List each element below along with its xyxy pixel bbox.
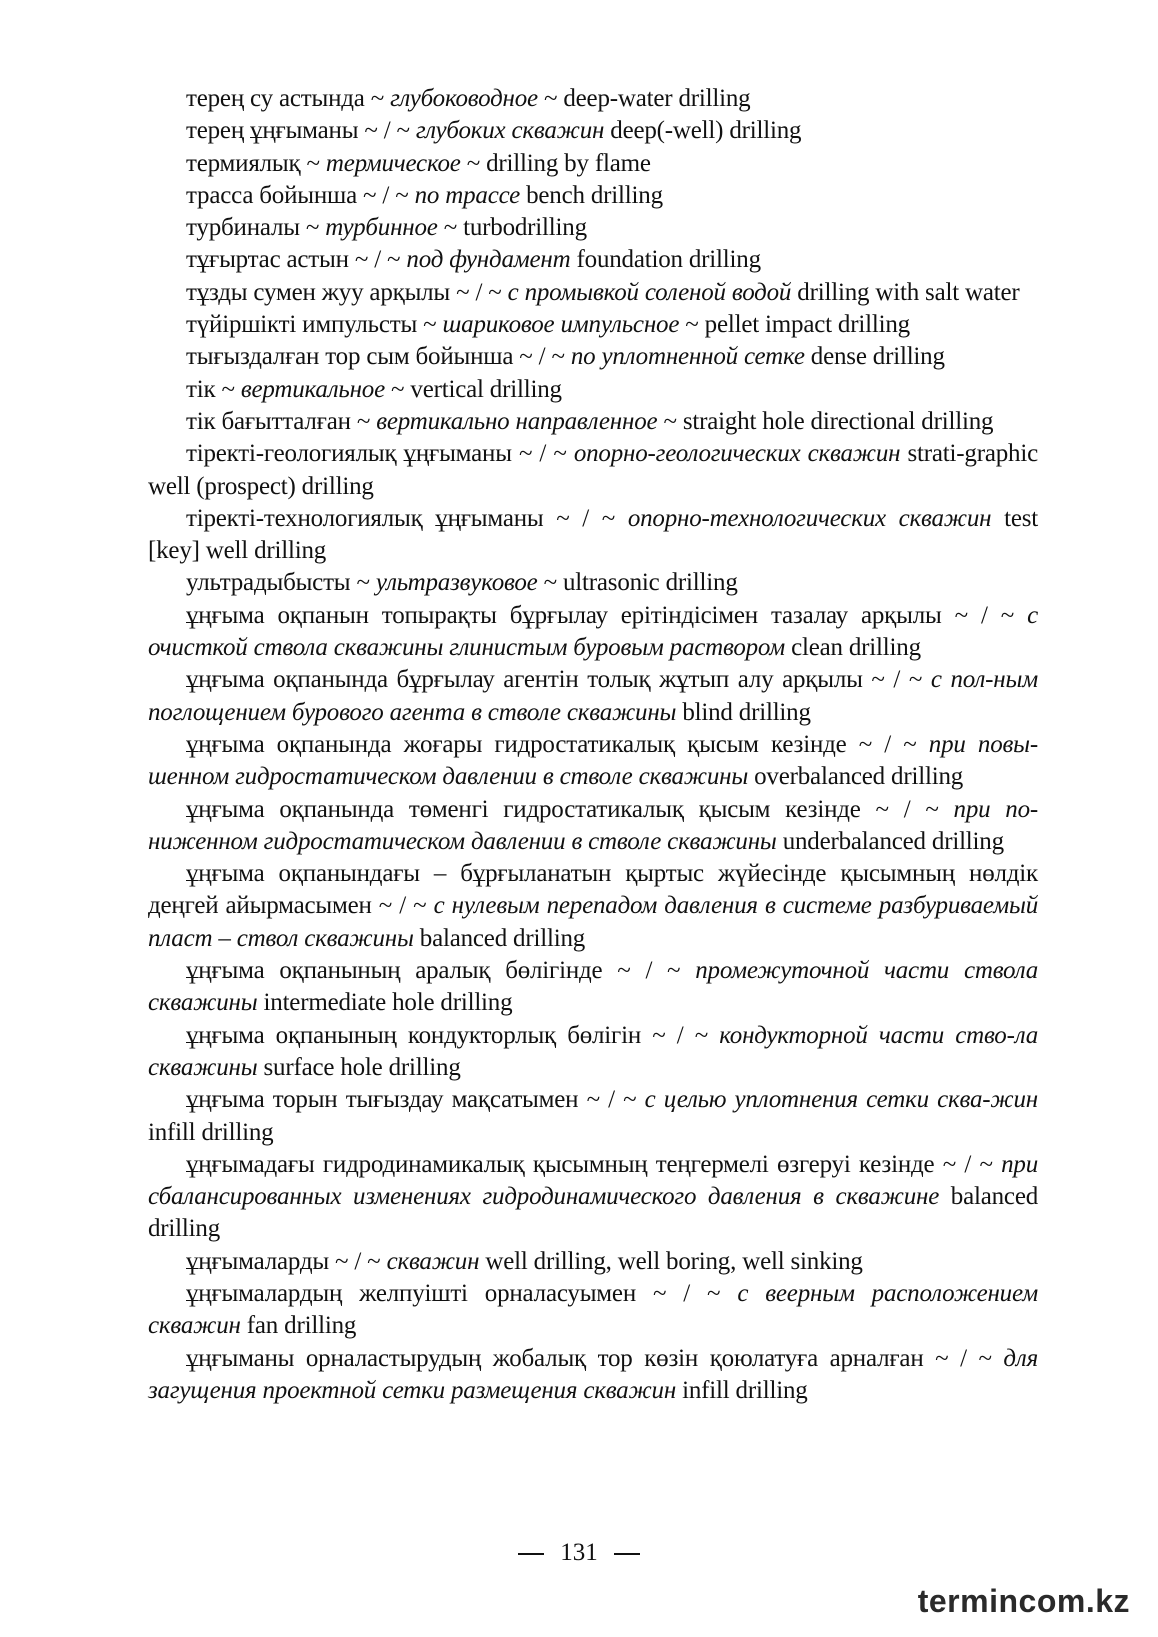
entry-russian-term: для загущения проектной сетки размещения скважин xyxy=(148,1344,1038,1404)
entry-russian-term: ультразвуковое xyxy=(375,569,538,597)
entry-english-term: well drilling, well boring, well sinking xyxy=(479,1247,863,1275)
entry-english-term: test [key] well drilling xyxy=(148,504,1039,565)
dictionary-entry xyxy=(148,664,1038,729)
entry-english-term: clean drilling xyxy=(785,634,921,662)
entry-russian-term: скважин xyxy=(386,1247,480,1275)
dictionary-entry xyxy=(148,148,1038,180)
entry-kazakh-term: ұңғымадағы гидродинамикалық қысымның теңгермелі өзгеруі кезінде ~ / ~ xyxy=(186,1150,1002,1178)
entry-english-term: infill drilling xyxy=(148,1118,274,1146)
dictionary-entry xyxy=(148,341,1038,373)
entry-english-term: ~ pellet impact drilling xyxy=(679,311,910,339)
entry-russian-term: опорно-технологических скважин xyxy=(627,504,992,532)
entry-russian-term: глубоководное xyxy=(390,85,538,112)
entry-english-term: strati-graphic well (prospect) drilling xyxy=(148,440,1038,500)
page-number-value: 131 xyxy=(560,1539,598,1566)
entry-kazakh-term: ұңғыма оқпанының аралық бөлігінде ~ / ~ xyxy=(186,957,696,985)
entry-kazakh-term: ұңғыма оқпанында жоғары гидростатикалық қысым кезінде ~ / ~ xyxy=(186,730,929,758)
dictionary-entry xyxy=(148,729,1038,794)
entry-russian-term: шариковое импульсное xyxy=(442,311,680,339)
entry-english-term: fan drilling xyxy=(240,1312,357,1340)
entry-kazakh-term: трасса бойынша ~ / ~ xyxy=(186,181,415,209)
entry-kazakh-term: ультрадыбысты ~ xyxy=(186,569,376,597)
entry-english-term: bench drilling xyxy=(520,181,663,209)
dictionary-entry xyxy=(148,309,1038,341)
dictionary-entry xyxy=(148,794,1038,859)
dictionary-entry xyxy=(148,1084,1038,1149)
entry-russian-term: при повы-шенном гидростатическом давлении в стволе скважины xyxy=(148,730,1038,791)
entry-kazakh-term: тік бағытталған ~ xyxy=(186,407,377,435)
entry-russian-term: с веерным расположением скважин xyxy=(148,1279,1038,1340)
dictionary-entry xyxy=(148,277,1038,309)
entry-english-term: ~ ultrasonic drilling xyxy=(537,569,738,597)
entry-english-term: underbalanced drilling xyxy=(776,827,1004,855)
entry-russian-term: термическое xyxy=(325,149,461,177)
entry-russian-term: при по-ниженном гидростатическом давлении в стволе скважины xyxy=(148,795,1038,855)
entry-kazakh-term: ұңғыма оқпанында бұрғылау агентін толық жұтып алу арқылы ~ / ~ xyxy=(186,666,931,694)
page-number xyxy=(0,1537,1158,1569)
entry-english-term: balanced drilling xyxy=(148,1183,1039,1243)
dictionary-entry xyxy=(148,1278,1038,1343)
entry-kazakh-term: терең су астында ~ xyxy=(186,85,391,112)
entry-russian-term: по уплотненной сетке xyxy=(570,343,805,371)
entry-english-term: ~ vertical drilling xyxy=(384,375,562,403)
page-number-left-dash xyxy=(518,1553,544,1555)
entry-english-term: infill drilling xyxy=(676,1376,808,1404)
dictionary-entry xyxy=(148,600,1038,665)
entry-english-term: balanced drilling xyxy=(413,924,586,952)
dictionary-entry xyxy=(148,1149,1038,1246)
entry-english-term: blind drilling xyxy=(676,698,811,726)
entry-kazakh-term: ұңғымаларды ~ / ~ xyxy=(186,1247,387,1275)
dictionary-entries xyxy=(148,83,1038,1407)
entry-russian-term: при сбалансированных изменениях гидродинамического давления в скважине xyxy=(148,1150,1038,1211)
dictionary-entry xyxy=(148,955,1038,1020)
entry-russian-term: с пол-ным поглощением бурового агента в стволе скважины xyxy=(148,666,1038,726)
entry-russian-term: с очисткой ствола скважины глинистым буровым раствором xyxy=(148,601,1038,662)
dictionary-entry xyxy=(148,83,1038,115)
entry-kazakh-term: тіректі-технологиялық ұңғыманы ~ / ~ xyxy=(186,504,628,532)
entry-kazakh-term: ұңғыма оқпанында төменгі гидростатикалық қысым кезінде ~ / ~ xyxy=(186,795,954,823)
entry-kazakh-term: ұңғыма оқпанын топырақты бұрғылау ерітіндісімен тазалау арқылы ~ / ~ xyxy=(186,601,1028,629)
entry-russian-term: глубоких скважин xyxy=(415,117,605,145)
entry-english-term: drilling with salt water xyxy=(791,278,1020,306)
entry-russian-term: с промывкой соленой водой xyxy=(507,278,792,306)
entry-russian-term: опорно-геологических скважин xyxy=(573,440,901,468)
entry-kazakh-term: тығыздалған тор сым бойынша ~ / ~ xyxy=(186,343,571,371)
entry-english-term: surface hole drilling xyxy=(257,1053,461,1081)
entry-russian-term: турбинное xyxy=(325,214,438,242)
dictionary-entry xyxy=(148,180,1038,212)
entry-english-term: ~ deep-water drilling xyxy=(537,85,751,112)
dictionary-entry xyxy=(148,1246,1038,1278)
entry-kazakh-term: тұзды сумен жуу арқылы ~ / ~ xyxy=(186,278,508,306)
dictionary-entry xyxy=(148,503,1038,568)
dictionary-entry xyxy=(148,406,1038,438)
entry-english-term: ~ straight hole directional drilling xyxy=(657,407,994,435)
entry-kazakh-term: термиялық ~ xyxy=(186,149,326,177)
entry-english-term: foundation drilling xyxy=(570,246,761,274)
entry-kazakh-term: турбиналы ~ xyxy=(186,214,326,242)
entry-russian-term: по трассе xyxy=(414,181,521,209)
dictionary-entry xyxy=(148,1343,1038,1408)
entry-kazakh-term: ұңғыма оқпанындағы – бұрғыланатын қыртыс жүйесінде қысымның нөлдік деңгей айырмасымен ~ / ~ xyxy=(148,860,1038,920)
entry-kazakh-term: түйіршікті импульсты ~ xyxy=(186,311,443,339)
dictionary-entry xyxy=(148,1020,1038,1085)
entry-kazakh-term: ұңғымалардың желпуішті орналасуымен ~ / ~ xyxy=(186,1279,738,1307)
entry-kazakh-term: ұңғыма оқпанының кондукторлық бөлігін ~ / ~ xyxy=(186,1021,720,1049)
dictionary-entry xyxy=(148,374,1038,406)
watermark-logo: termincom.kz xyxy=(917,1583,1130,1619)
entry-english-term: intermediate hole drilling xyxy=(257,989,513,1017)
entry-russian-term: под фундамент xyxy=(406,246,571,274)
dictionary-entry xyxy=(148,115,1038,147)
entry-english-term: ~ drilling by flame xyxy=(460,149,651,177)
page-number-right-dash xyxy=(614,1553,640,1555)
entry-russian-term: промежуточной части ствола скважины xyxy=(148,957,1039,1017)
entry-russian-term: с целью уплотнения сетки сква-жин xyxy=(644,1086,1038,1114)
entry-kazakh-term: тік ~ xyxy=(186,375,241,403)
entry-kazakh-term: ұңғыманы орналастырудың жобалық тор көзін қоюлатуға арналған ~ / ~ xyxy=(186,1344,1004,1372)
entry-english-term: ~ turbodrilling xyxy=(437,214,587,242)
entry-kazakh-term: ұңғыма торын тығыздау мақсатымен ~ / ~ xyxy=(186,1086,645,1114)
dictionary-entry xyxy=(148,244,1038,276)
entry-english-term: dense drilling xyxy=(804,343,945,371)
dictionary-entry xyxy=(148,567,1038,599)
dictionary-entry xyxy=(148,438,1038,503)
entry-russian-term: кондукторной части ство-ла скважины xyxy=(148,1021,1038,1081)
entry-russian-term: вертикально направленное xyxy=(376,407,658,435)
dictionary-entry xyxy=(148,858,1038,955)
entry-kazakh-term: тұғыртас астын ~ / ~ xyxy=(186,246,407,274)
dictionary-entry xyxy=(148,212,1038,244)
entry-kazakh-term: терең ұңғыманы ~ / ~ xyxy=(186,117,416,145)
entry-russian-term: вертикальное xyxy=(240,375,385,403)
entry-russian-term: с нулевым перепадом давления в системе разбуриваемый пласт – ствол скважины xyxy=(148,892,1038,952)
entry-english-term: deep(-well) drilling xyxy=(604,117,802,145)
entry-kazakh-term: тіректі-геологиялық ұңғыманы ~ / ~ xyxy=(186,440,574,468)
entry-english-term: overbalanced drilling xyxy=(748,763,964,791)
